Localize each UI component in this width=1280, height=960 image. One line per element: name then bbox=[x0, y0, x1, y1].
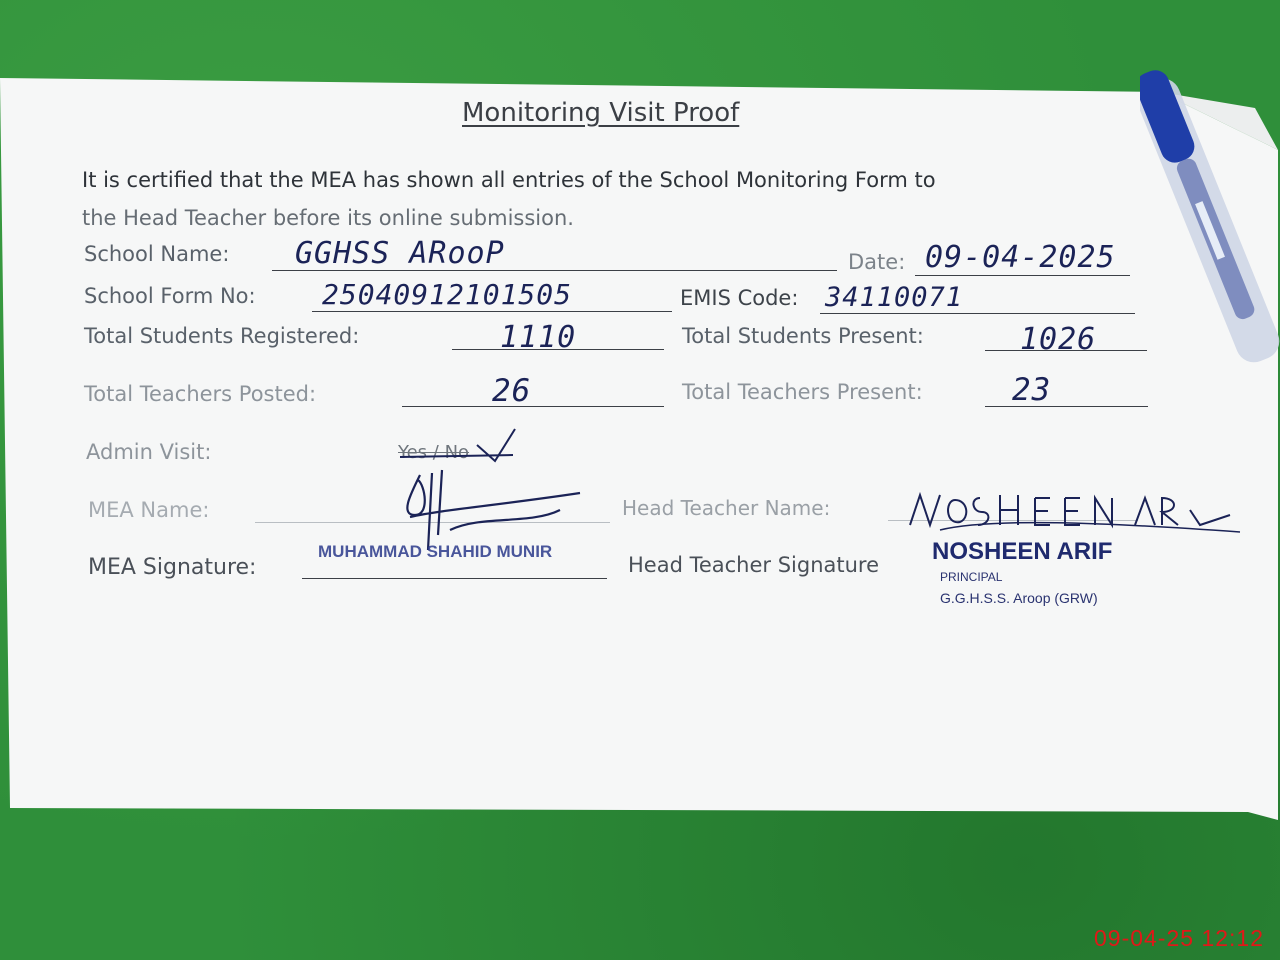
pen-icon bbox=[1140, 60, 1280, 390]
date-value: 09-04-2025 bbox=[925, 240, 1116, 275]
total-students-present-value: 1026 bbox=[1020, 322, 1097, 357]
photo-timestamp: 09-04-25 12:12 bbox=[1093, 925, 1264, 951]
head-stamp-name: NOSHEEN ARIF bbox=[932, 538, 1113, 565]
admin-visit-label: Admin Visit: bbox=[86, 440, 212, 464]
total-teachers-present-line bbox=[985, 406, 1148, 407]
head-stamp-title: PRINCIPAL bbox=[940, 570, 1003, 584]
emis-code-line bbox=[820, 313, 1135, 314]
total-students-present-label: Total Students Present: bbox=[682, 324, 924, 348]
total-teachers-present-value: 23 bbox=[1012, 372, 1052, 408]
total-teachers-posted-label: Total Teachers Posted: bbox=[84, 382, 317, 406]
school-form-no-line bbox=[312, 311, 672, 312]
mea-name-label: MEA Name: bbox=[88, 498, 210, 522]
head-teacher-name-label: Head Teacher Name: bbox=[622, 496, 831, 520]
form-title: Monitoring Visit Proof bbox=[462, 98, 740, 128]
date-line bbox=[915, 275, 1130, 276]
mea-signature-label: MEA Signature: bbox=[88, 555, 257, 580]
total-teachers-present-label: Total Teachers Present: bbox=[682, 380, 923, 404]
mea-signature-line bbox=[302, 578, 607, 579]
head-teacher-signature-label: Head Teacher Signature bbox=[628, 553, 880, 577]
school-form-no-label: School Form No: bbox=[84, 284, 256, 308]
total-teachers-posted-value: 26 bbox=[492, 373, 532, 409]
emis-code-label: EMIS Code: bbox=[680, 286, 799, 310]
school-name-label: School Name: bbox=[84, 242, 230, 266]
admin-visit-options: Yes / No bbox=[398, 442, 470, 463]
total-teachers-posted-line bbox=[402, 406, 664, 407]
total-students-registered-value: 1110 bbox=[500, 320, 577, 355]
emis-code-value: 34110071 bbox=[825, 282, 964, 313]
head-stamp-school: G.G.H.S.S. Aroop (GRW) bbox=[940, 590, 1098, 606]
total-students-registered-label: Total Students Registered: bbox=[84, 324, 360, 348]
school-form-no-value: 25040912101505 bbox=[322, 278, 573, 311]
date-label: Date: bbox=[848, 250, 906, 274]
certification-text-line2: the Head Teacher before its online submission. bbox=[82, 206, 574, 230]
mea-stamp: MUHAMMAD SHAHID MUNIR bbox=[318, 542, 553, 561]
certification-text-line1: It is certified that the MEA has shown all entries of the School Monitoring Form to bbox=[82, 168, 936, 192]
school-name-value: GGHSS ARooP bbox=[295, 236, 505, 271]
